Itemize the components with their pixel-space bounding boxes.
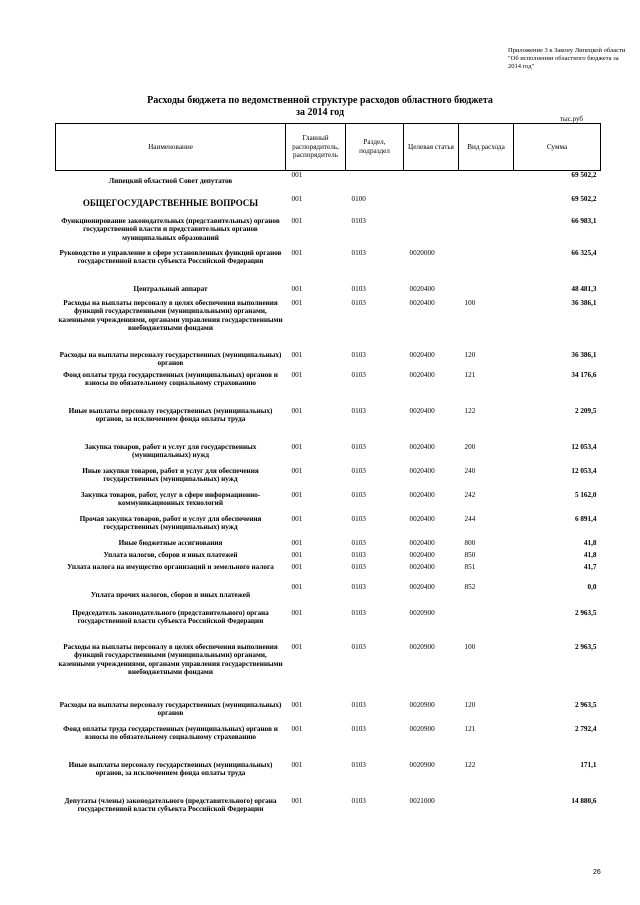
row-section: 0103 (351, 760, 366, 769)
row-type: 244 (464, 514, 476, 523)
row-section: 0103 (351, 514, 366, 523)
row-grbs: 001 (291, 284, 303, 293)
row-type: 850 (464, 550, 476, 559)
page-title (110, 95, 530, 119)
row-type (459, 195, 514, 217)
row-sum: 171,1 (580, 760, 597, 769)
table-row (56, 725, 601, 761)
table-row (56, 195, 601, 217)
header-grbs: Главный распорядитель, распорядитель (286, 124, 346, 171)
row-type: 242 (464, 490, 476, 499)
row-name: Функционирование законодательных (представительных) органов государственной власти и представительных органов муниципальных образований (61, 216, 280, 242)
header-name: Наименование (56, 124, 286, 171)
row-sum: 36 386,1 (571, 350, 597, 359)
row-type: 122 (464, 760, 476, 769)
row-type (459, 797, 514, 837)
row-section: 0103 (351, 284, 366, 293)
row-target: 0020400 (409, 514, 435, 523)
row-name: Иные закупки товаров, работ и услуг для обеспечения государственных (муниципальных) нужд (82, 466, 259, 484)
row-sum: 5 162,0 (574, 490, 597, 499)
title-line-1: Расходы бюджета по ведомственной структуре расходов областного бюджета (147, 95, 493, 106)
row-target: 0020900 (409, 642, 435, 651)
row-grbs: 001 (291, 700, 303, 709)
row-grbs: 001 (291, 562, 303, 571)
row-type: 122 (464, 406, 476, 415)
row-target: 0020400 (409, 562, 435, 571)
row-grbs: 001 (291, 550, 303, 559)
table-row (56, 701, 601, 725)
row-target: 0020400 (409, 582, 435, 591)
row-type (459, 217, 514, 249)
row-section: 0103 (351, 406, 366, 415)
row-name: Уплата прочих налогов, сборов и иных платежей (90, 590, 251, 599)
row-section: 0103 (351, 490, 366, 499)
row-grbs: 001 (291, 406, 303, 415)
table-row (56, 285, 601, 299)
row-target: 0020400 (409, 442, 435, 451)
row-grbs: 001 (291, 194, 303, 203)
row-type: 852 (464, 582, 476, 591)
row-type: 121 (464, 724, 476, 733)
row-name: Закупка товаров, работ, услуг в сфере информационно-коммуникационных технологий (80, 490, 261, 508)
row-type: 120 (464, 350, 476, 359)
row-target: 0020400 (409, 350, 435, 359)
row-sum: 6 891,4 (574, 514, 597, 523)
row-target: 0020400 (409, 550, 435, 559)
row-grbs: 001 (291, 171, 303, 179)
row-grbs: 001 (291, 466, 303, 475)
row-target: 0020400 (409, 466, 435, 475)
row-type (459, 609, 514, 643)
row-section: 0103 (351, 700, 366, 709)
row-target: 0020400 (409, 298, 435, 307)
row-grbs: 001 (291, 350, 303, 359)
row-target: 0020900 (409, 724, 435, 733)
table-header-row (56, 124, 601, 171)
row-grbs: 001 (291, 724, 303, 733)
row-name: Липецкий областной Совет депутатов (108, 177, 233, 185)
row-type (459, 249, 514, 285)
table-body (56, 171, 601, 837)
table-row (56, 551, 601, 563)
page-number: 26 (593, 869, 601, 876)
row-section: 0103 (351, 608, 366, 617)
row-sum: 48 481,3 (571, 284, 597, 293)
row-target (404, 217, 459, 249)
table-row (56, 171, 601, 195)
row-type (459, 285, 514, 299)
table-row (56, 371, 601, 407)
row-name: Центральный аппарат (133, 284, 208, 293)
row-target (404, 171, 459, 195)
row-grbs: 001 (291, 298, 303, 307)
row-name: Фонд оплаты труда государственных (муниципальных) органов и взносы по обязательному социальному страхованию (63, 370, 278, 388)
row-sum: 41,7 (583, 562, 597, 571)
row-type: 121 (464, 370, 476, 379)
row-sum: 12 053,4 (571, 442, 597, 451)
row-target: 0021000 (409, 796, 435, 805)
row-name: Расходы на выплаты персоналу в целях обеспечения выполнения функций государственными (муниципальными) органами, казенными учреждениями, органами управления государственными внебюджетными фондами (58, 298, 283, 333)
header-type: Вид расхода (459, 124, 514, 171)
row-grbs: 001 (291, 248, 303, 257)
row-type: 851 (464, 562, 476, 571)
table-row (56, 797, 601, 837)
row-grbs: 001 (291, 796, 303, 805)
table-row (56, 217, 601, 249)
row-sum: 41,8 (583, 538, 597, 547)
table-row (56, 583, 601, 609)
row-grbs: 001 (291, 642, 303, 651)
row-name: Фонд оплаты труда государственных (муниципальных) органов и взносы по обязательному социальному страхованию (63, 724, 278, 742)
row-grbs: 001 (291, 538, 303, 547)
row-target: 0020000 (409, 248, 435, 257)
row-sum: 66 983,1 (571, 216, 597, 225)
row-sum: 14 880,6 (571, 796, 597, 805)
row-grbs: 001 (291, 514, 303, 523)
row-sum: 34 176,6 (571, 370, 597, 379)
row-target: 0020400 (409, 490, 435, 499)
row-sum: 2 963,5 (574, 608, 597, 617)
row-grbs: 001 (291, 608, 303, 617)
row-section: 0103 (351, 216, 366, 225)
row-name: Закупка товаров, работ и услуг для государственных (муниципальных) нужд (84, 442, 257, 460)
table-row (56, 761, 601, 797)
row-sum: 41,8 (583, 550, 597, 559)
row-sum: 2 209,5 (574, 406, 597, 415)
row-section: 0103 (351, 642, 366, 651)
row-sum: 0,0 (587, 582, 597, 591)
row-type: 120 (464, 700, 476, 709)
row-grbs: 001 (291, 582, 303, 591)
row-sum: 36 386,1 (571, 298, 597, 307)
row-section: 0103 (351, 562, 366, 571)
row-name: ОБЩЕГОСУДАРСТВЕННЫЕ ВОПРОСЫ (82, 197, 259, 208)
row-target: 0020400 (409, 406, 435, 415)
table-row (56, 643, 601, 701)
row-name: Руководство и управление в сфере установленных функций органов государственной власти субъекта Российской Федерации (59, 248, 282, 266)
row-type (459, 171, 514, 195)
row-name: Прочая закупка товаров, работ и услуг для обеспечения государственных (муниципальных) нужд (79, 514, 262, 532)
row-target (404, 195, 459, 217)
row-type: 100 (464, 642, 476, 651)
row-grbs: 001 (291, 490, 303, 499)
table-row (56, 563, 601, 583)
row-grbs: 001 (291, 760, 303, 769)
row-section: 0103 (351, 466, 366, 475)
row-name: Уплата налогов, сборов и иных платежей (103, 550, 238, 559)
table-row (56, 467, 601, 491)
row-type: 800 (464, 538, 476, 547)
row-section: 0103 (351, 370, 366, 379)
table-row (56, 407, 601, 443)
row-name: Председатель законодательного (представительного) органа государственной власти субъекта Российской Федерации (72, 608, 269, 626)
title-line-2: за 2014 год (295, 107, 345, 118)
row-target: 0020400 (409, 284, 435, 293)
table-row (56, 491, 601, 515)
row-sum: 2 963,5 (574, 642, 597, 651)
row-sum: 2 792,4 (574, 724, 597, 733)
row-sum: 2 963,5 (574, 700, 597, 709)
header-target: Целевая статья (404, 124, 459, 171)
row-section: 0103 (351, 298, 366, 307)
row-section: 0103 (351, 724, 366, 733)
table-row (56, 299, 601, 351)
header-sum: Сумма (514, 124, 601, 171)
header-section: Раздел, подраздел (346, 124, 404, 171)
row-target: 0020900 (409, 760, 435, 769)
row-target: 0020400 (409, 538, 435, 547)
table-row (56, 515, 601, 539)
row-section: 0103 (351, 538, 366, 547)
row-name: Расходы на выплаты персоналу государственных (муниципальных) органов (59, 700, 282, 718)
annex-note: Приложение 3 к Закону Липецкой области "Об исполнении областного бюджета за 2014 год" (508, 47, 626, 70)
row-section: 0103 (351, 350, 366, 359)
row-section: 0103 (351, 582, 366, 591)
budget-table (55, 123, 601, 837)
row-sum: 69 502,2 (571, 171, 597, 179)
row-name: Расходы на выплаты персоналу государственных (муниципальных) органов (59, 350, 282, 368)
row-sum: 66 325,4 (571, 248, 597, 257)
row-target: 0020400 (409, 370, 435, 379)
row-name: Депутаты (члены) законодательного (представительного) органа государственной власти субъекта Российской Федерации (64, 796, 277, 814)
table-row (56, 609, 601, 643)
row-section: 0100 (351, 194, 366, 203)
row-name: Расходы на выплаты персоналу в целях обеспечения выполнения функций государственными (муниципальными) органами, казенными учреждениями, органами управления государственными внебюджетными фондами (58, 642, 283, 677)
row-name: Уплата налога на имущество организаций и земельного налога (67, 562, 274, 571)
row-type: 200 (464, 442, 476, 451)
table-row (56, 351, 601, 371)
row-section (346, 171, 404, 195)
row-section: 0103 (351, 248, 366, 257)
units-label: тыс.руб (560, 115, 583, 123)
row-target: 0020900 (409, 608, 435, 617)
row-name: Иные бюджетные ассигнования (118, 538, 223, 547)
row-grbs: 001 (291, 216, 303, 225)
row-name: Иные выплаты персоналу государственных (муниципальных) органов, за исключением фонда оплаты труда (68, 760, 273, 778)
row-section: 0103 (351, 550, 366, 559)
table-row (56, 443, 601, 467)
row-type: 100 (464, 298, 476, 307)
row-name: Иные выплаты персоналу государственных (муниципальных) органов, за исключением фонда оплаты труда (68, 406, 273, 424)
table-row (56, 249, 601, 285)
row-type: 240 (464, 466, 476, 475)
row-section: 0103 (351, 442, 366, 451)
row-grbs: 001 (291, 370, 303, 379)
row-section: 0103 (351, 796, 366, 805)
row-target: 0020900 (409, 700, 435, 709)
row-sum: 12 053,4 (571, 466, 597, 475)
row-sum: 69 502,2 (571, 194, 597, 203)
row-grbs: 001 (291, 442, 303, 451)
table-row (56, 539, 601, 551)
